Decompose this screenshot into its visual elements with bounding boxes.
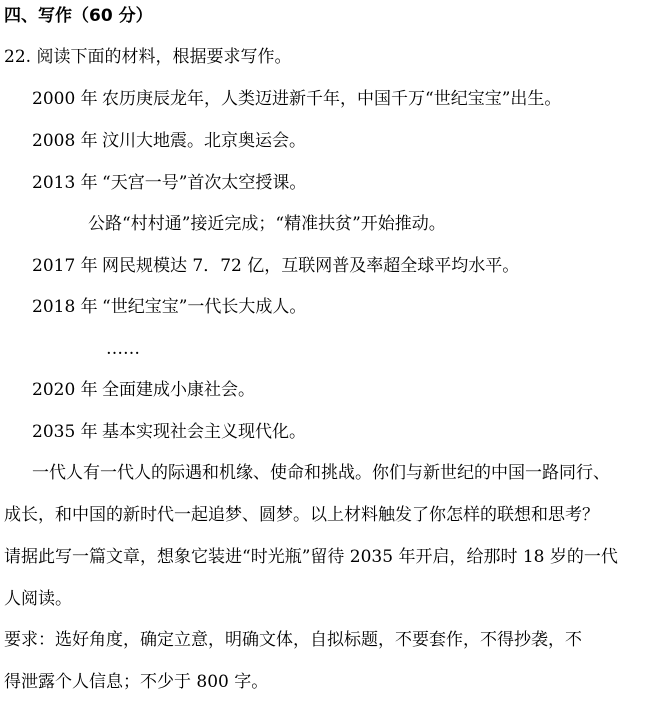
timeline-event: 汶川大地震。北京奥运会。 <box>102 131 306 151</box>
timeline-ellipsis <box>106 338 140 360</box>
timeline-event: “天宫一号”首次太空授课。 <box>102 173 307 193</box>
timeline-item <box>32 421 306 443</box>
timeline-year: 2018 年 <box>32 297 98 317</box>
timeline-item <box>32 255 519 277</box>
timeline-event: 网民规模达 7．72 亿，互联网普及率超全球平均水平。 <box>102 256 520 276</box>
paragraph-line: 成长，和中国的新时代一起追梦、圆梦。以上材料触发了你怎样的联想和思考？ <box>4 505 599 525</box>
timeline-item <box>32 172 306 194</box>
timeline-event: 公路“村村通”接近完成；“精准扶贫”开始推动。 <box>88 214 446 234</box>
timeline-year: 2020 年 <box>32 380 98 400</box>
requirement-line: 得泄露个人信息；不少于 800 字。 <box>4 672 269 692</box>
question-prompt: 22. 阅读下面的材料，根据要求写作。 <box>4 47 292 67</box>
timeline-year: 2000 年 <box>32 89 98 109</box>
timeline-item <box>32 296 306 318</box>
section-heading: 四、写作（60 分） <box>4 6 153 26</box>
timeline-item <box>88 213 446 235</box>
timeline-year: 2013 年 <box>32 173 98 193</box>
paragraph-line: 请据此写一篇文章，想象它装进“时光瓶”留待 2035 年开启，给那时 18 岁的一代 <box>4 547 618 567</box>
timeline-event: …… <box>106 339 140 359</box>
timeline-event: 全面建成小康社会。 <box>102 380 255 400</box>
timeline-event: 农历庚辰龙年，人类迈进新千年，中国千万“世纪宝宝”出生。 <box>102 89 562 109</box>
timeline-year: 2008 年 <box>32 131 98 151</box>
paragraph-line: 一代人有一代人的际遇和机缘、使命和挑战。你们与新世纪的中国一路同行、 <box>32 463 610 483</box>
timeline-item <box>32 130 306 152</box>
timeline-event: 基本实现社会主义现代化。 <box>102 422 306 442</box>
requirement-line: 要求：选好角度，确定立意，明确文体，自拟标题，不要套作，不得抄袭，不 <box>4 630 582 650</box>
timeline-item <box>32 379 255 401</box>
timeline-year: 2035 年 <box>32 422 98 442</box>
timeline-event: “世纪宝宝”一代长大成人。 <box>102 297 307 317</box>
timeline-year: 2017 年 <box>32 256 98 276</box>
paragraph-line: 人阅读。 <box>4 589 72 609</box>
timeline-item <box>32 88 561 110</box>
